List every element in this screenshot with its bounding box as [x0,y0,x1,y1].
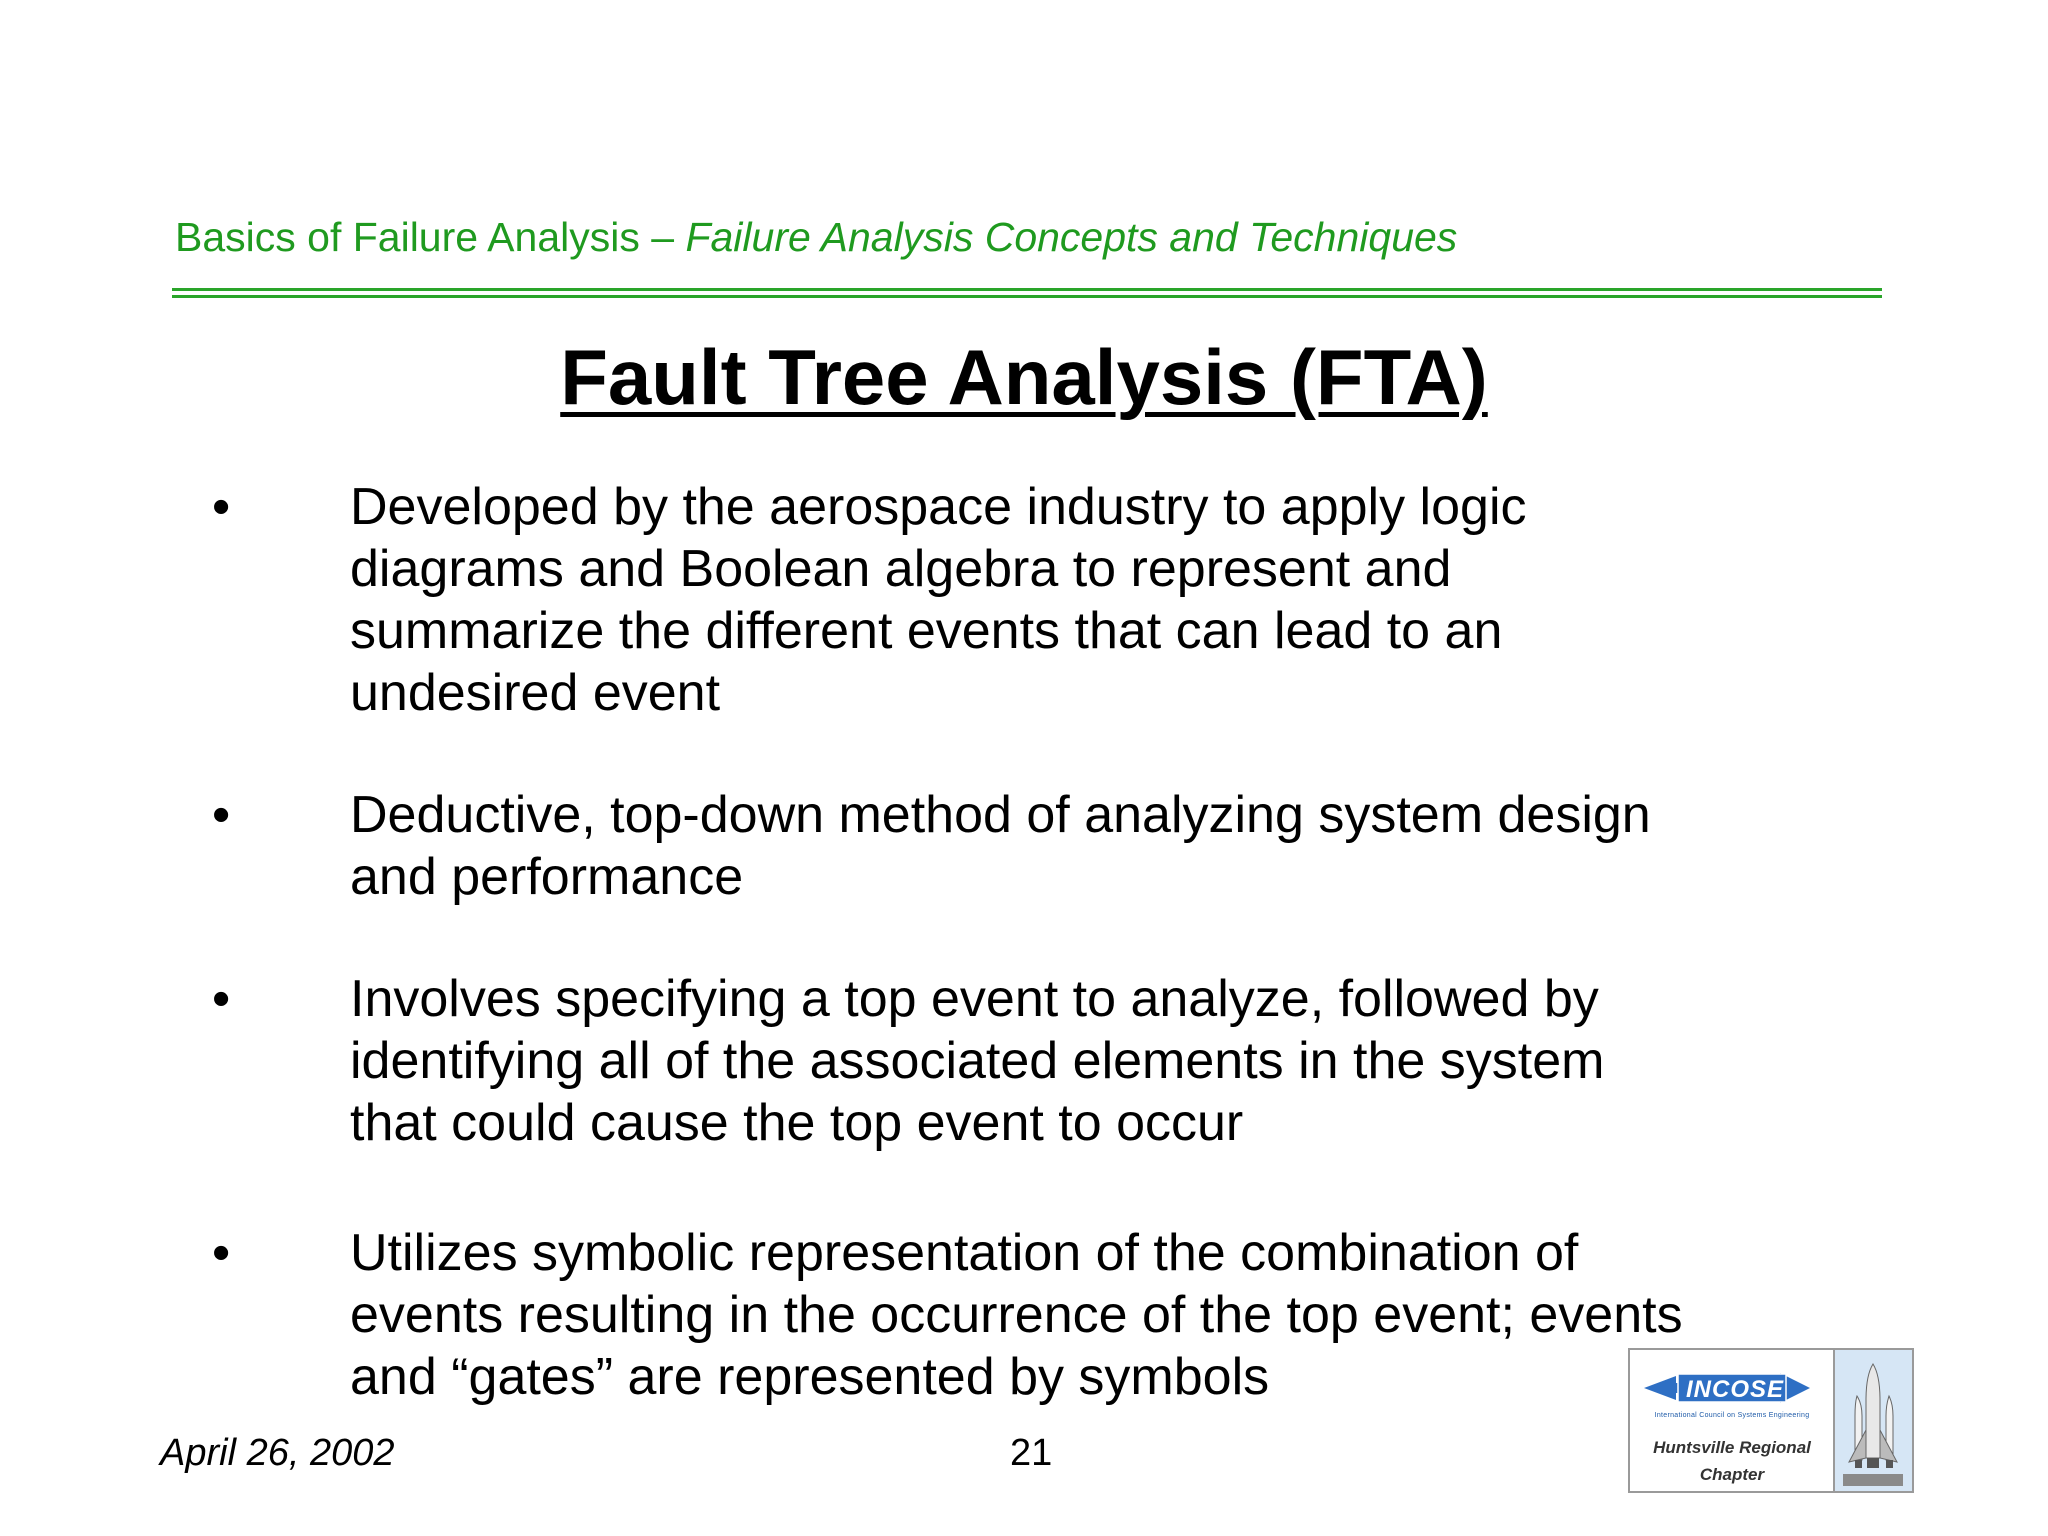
bullet-marker: • [212,1224,231,1282]
bullet-marker: • [212,970,231,1028]
bullet-line: summarize the different events that can lead to an [350,602,1503,660]
bullet-marker: • [212,478,231,536]
bullet-line: Involves specifying a top event to analyze, followed by [350,970,1599,1028]
chapter-line: Chapter [1699,1465,1765,1484]
bullet-text [350,476,1880,724]
bullet-line: diagrams and Boolean algebra to represent and [350,540,1452,598]
bullet-line: undesired event [350,664,721,722]
space-shuttle-icon [1835,1350,1912,1491]
chapter-name [1638,1434,1826,1488]
bullet-line: and “gates” are represented by symbols [350,1348,1270,1406]
header-subtitle: Failure Analysis Concepts and Techniques [685,214,1458,260]
slide-title: Fault Tree Analysis (FTA) [560,333,1488,421]
bullet-line: Utilizes symbolic representation of the combination of [350,1224,1579,1282]
incose-logo [1628,1348,1914,1493]
incose-logo-text-panel [1630,1350,1835,1491]
bullet-text [350,968,1880,1154]
bullet-line: Developed by the aerospace industry to apply logic [350,478,1527,536]
bullet-line: and performance [350,848,744,906]
bullet-line: identifying all of the associated elements in the system [350,1032,1605,1090]
header-rule-bottom [172,295,1882,298]
slide-header [175,214,1457,261]
chapter-line: Huntsville Regional [1653,1438,1811,1457]
page-number: 21 [1010,1432,1053,1474]
footer-date: April 26, 2002 [160,1432,395,1474]
bullet-text [350,784,1880,908]
space-shuttle-panel [1835,1350,1912,1491]
header-rule-top [172,288,1882,291]
incose-wordmark: INCOSE [1685,1376,1784,1403]
incose-council-text: International Council on Systems Engineering [1654,1412,1810,1419]
bullet-line: events resulting in the occurrence of the top event; events [350,1286,1683,1344]
bullet-marker: • [212,786,231,844]
header-course-title: Basics of Failure Analysis – [175,214,686,260]
bullet-line: Deductive, top-down method of analyzing system design [350,786,1651,844]
bullet-line: that could cause the top event to occur [350,1094,1244,1152]
